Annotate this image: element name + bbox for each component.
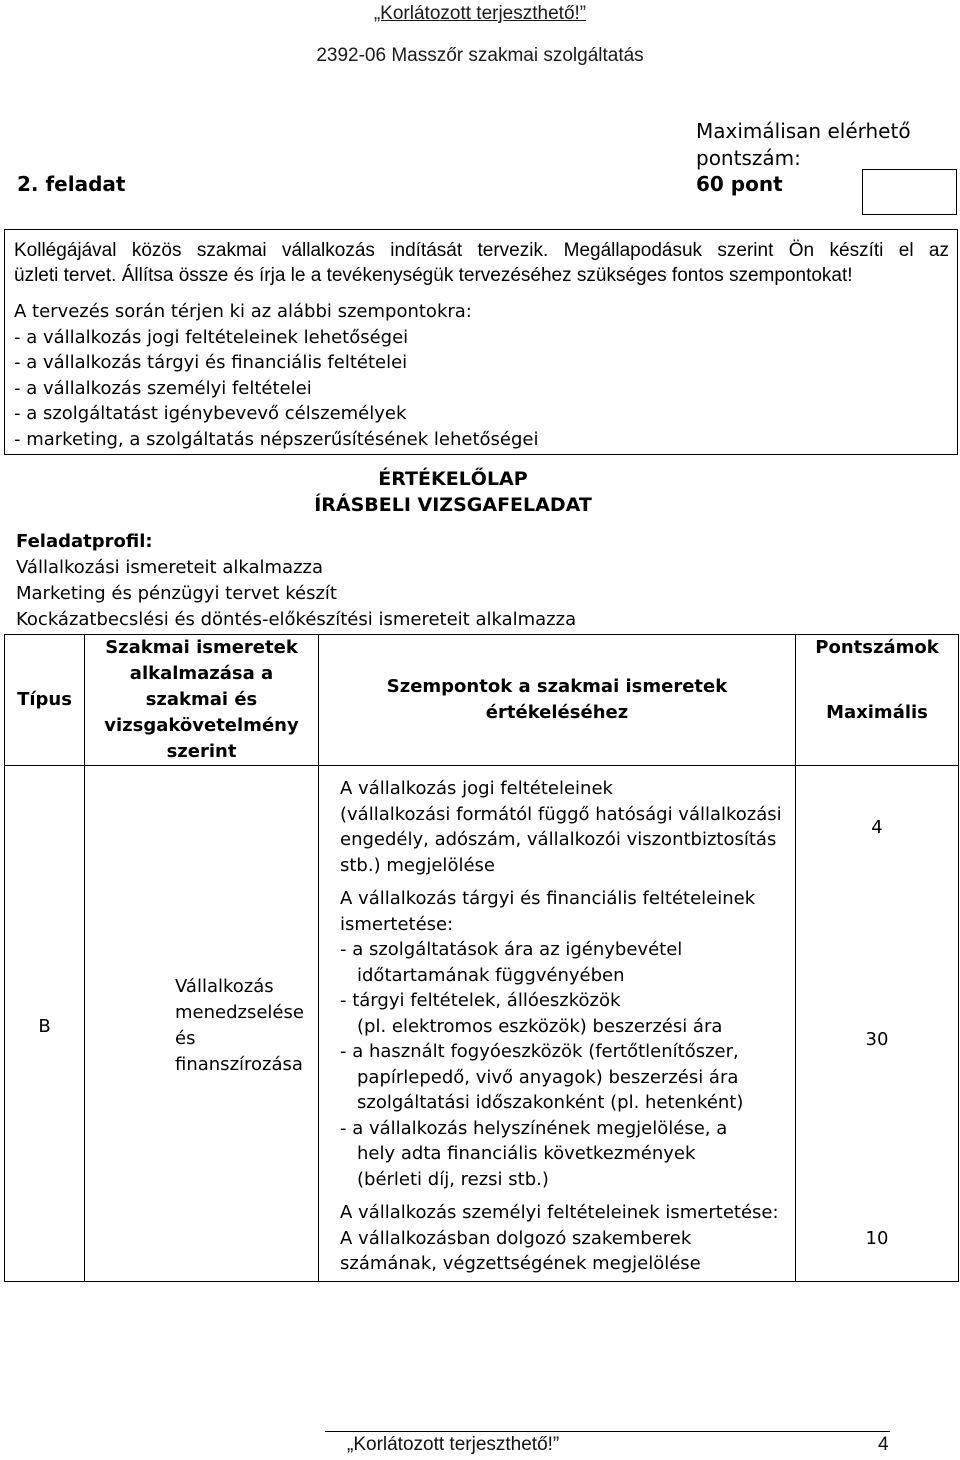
criteria-line: stb.) megjelölése <box>340 854 495 876</box>
footer-page-number: 4 <box>878 1434 889 1455</box>
criteria-line: számának, végzettségének megjelölése <box>340 1253 701 1274</box>
criteria-cell <box>319 1196 796 1281</box>
header-qualification-title: 2392-06 Masszőr szakmai szolgáltatás <box>316 45 644 66</box>
criteria-line: - a vállalkozás helyszínének megjelölése, a <box>340 1117 728 1139</box>
task-profile-title: Feladatprofil: <box>16 531 153 552</box>
evaluation-title-line1: ÉRTÉKELŐLAP <box>378 468 528 490</box>
max-points-label <box>696 118 916 172</box>
criteria-line: A vállalkozás jogi feltételeinek <box>340 778 613 799</box>
task-profile-item: Marketing és pénzügyi tervet készít <box>16 583 337 604</box>
header-points: Pontszámok <box>796 635 959 662</box>
criteria-line: papírlepedő, vivő anyagok) beszerzési ára <box>357 1066 739 1088</box>
evaluation-table <box>4 634 959 1282</box>
footer-restricted-notice: „Korlátozott terjeszthető!” <box>347 1434 560 1455</box>
max-points-label-line2: pontszám: <box>696 146 801 170</box>
header-points-max: Maximális <box>796 661 959 766</box>
header-skill-line: szakmai és <box>145 689 258 710</box>
task-title: 2. feladat <box>17 172 126 196</box>
header-skill-line: alkalmazása a <box>129 663 274 684</box>
task-point-item: - a szolgáltatást igénybevevő célszemélyek <box>14 403 407 424</box>
header-criteria-line: Szempontok a szakmai ismeretek <box>386 676 728 697</box>
criteria-line: A vállalkozás személyi feltételeinek ismertetése: <box>340 1202 779 1223</box>
criteria-line: hely adta financiális következmények <box>357 1143 696 1164</box>
task-point-item: - a vállalkozás tárgyi és financiális feltételei <box>14 352 408 373</box>
criteria-line: engedély, adószám, vállalkozói viszontbiztosítás <box>340 829 777 850</box>
task-point-item: - a vállalkozás személyi feltételei <box>14 377 312 399</box>
task-point-item: - a vállalkozás jogi feltételeinek lehetőségei <box>14 326 409 348</box>
skill-cell <box>85 772 319 1281</box>
header-skill-line: szerint <box>166 741 237 762</box>
criteria-line: időtartamának függvényében <box>357 964 625 986</box>
criteria-line: (vállalkozási formától függő hatósági vállalkozási <box>340 803 782 825</box>
criteria-line: ismertetése: <box>340 913 454 935</box>
skill-line: menedzselése <box>175 1002 304 1024</box>
points-cell: 10 <box>796 1196 959 1281</box>
evaluation-title <box>0 466 906 518</box>
skill-line: és finanszírozása <box>175 1028 303 1076</box>
points-cell: 30 <box>796 882 959 1196</box>
points-cell: 4 <box>796 772 959 882</box>
header-restricted-notice: „Korlátozott terjeszthető!” <box>373 3 587 24</box>
criteria-line: szolgáltatási időszakonként (pl. hetenként) <box>357 1092 744 1113</box>
header-skill-line: vizsgakövetelmény <box>104 715 299 736</box>
task-intro-line2: üzleti tervet. Állítsa össze és írja le a tevékenységük tervezéséhez szükséges fontos szempontokat! <box>14 265 853 286</box>
header-type: Típus <box>5 635 85 766</box>
max-points-value: 60 pont <box>696 172 783 196</box>
task-points-list <box>14 299 944 452</box>
header-criteria-line: értékeléséhez <box>485 702 629 723</box>
task-points-heading: A tervezés során térjen ki az alábbi szempontokra: <box>14 301 472 322</box>
criteria-line: - a szolgáltatások ára az igénybevétel <box>340 939 683 960</box>
task-profile-item: Kockázatbecslési és döntés-előkészítési ismereteit alkalmazza <box>16 609 577 630</box>
criteria-line: (bérleti díj, rezsi stb.) <box>357 1168 549 1190</box>
footer-divider <box>325 1431 890 1432</box>
criteria-line: - tárgyi feltételek, állóeszközök <box>340 990 621 1011</box>
evaluation-title-line2: ÍRÁSBELI VIZSGAFELADAT <box>314 494 592 516</box>
criteria-cell <box>319 882 796 1196</box>
task-intro-line1: Kollégájával közös szakmai vállalkozás indítását tervezik. Megállapodásuk szerint Ön készíti el az <box>14 240 949 261</box>
type-cell: B <box>5 772 85 1281</box>
score-entry-box[interactable] <box>862 169 957 215</box>
criteria-line: A vállalkozásban dolgozó szakemberek <box>340 1227 692 1249</box>
max-points-label-line1: Maximálisan elérhető <box>696 119 911 143</box>
header-criteria <box>319 635 796 766</box>
table-row <box>5 772 959 882</box>
task-profile-item: Vállalkozási ismereteit alkalmazza <box>16 557 323 578</box>
table-header-row <box>5 635 959 662</box>
criteria-line: - a használt fogyóeszközök (fertőtlenítőszer, <box>340 1041 739 1062</box>
criteria-cell <box>319 772 796 882</box>
header-skill <box>85 635 319 766</box>
task-profile <box>16 529 576 633</box>
task-point-item: - marketing, a szolgáltatás népszerűsítésének lehetőségei <box>14 428 539 450</box>
header-skill-line: Szakmai ismeretek <box>105 637 298 658</box>
skill-line: Vállalkozás <box>175 976 274 998</box>
criteria-line: A vállalkozás tárgyi és financiális feltételeinek <box>340 888 756 909</box>
criteria-line: (pl. elektromos eszközök) beszerzési ára <box>357 1015 723 1037</box>
